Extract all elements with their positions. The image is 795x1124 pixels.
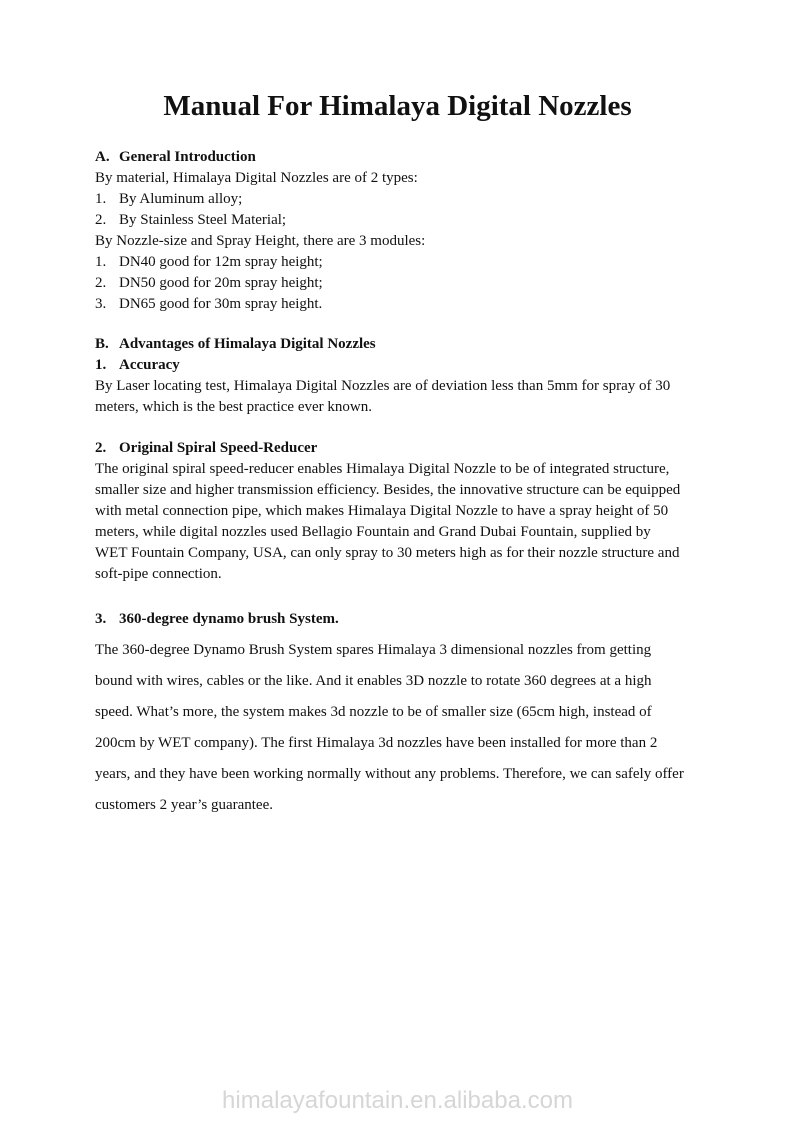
paragraph-line: bound with wires, cables or the like. And it enables 3D nozzle to rotate 360 degrees at a high <box>95 673 652 689</box>
section-general-introduction <box>95 147 735 315</box>
section-a-heading: A. General Introduction <box>95 149 256 165</box>
paragraph-line: meters, which is the best practice ever known. <box>95 399 372 415</box>
paragraph-line: soft-pipe connection. <box>95 566 222 582</box>
watermark: himalayafountain.en.alibaba.com <box>222 1087 573 1114</box>
paragraph-line: The 360-degree Dynamo Brush System spares Himalaya 3 dimensional nozzles from getting <box>95 642 652 658</box>
list-item: 3. DN65 good for 30m spray height. <box>95 296 323 312</box>
paragraph-line: By Laser locating test, Himalaya Digital Nozzles are of deviation less than 5mm for spray of 30 <box>95 378 671 394</box>
section-advantages <box>95 334 735 418</box>
material-intro: By material, Himalaya Digital Nozzles are of 2 types: <box>95 170 418 186</box>
subsection-speed-reducer-heading: 2. Original Spiral Speed-Reducer <box>95 440 318 456</box>
paragraph-line: WET Fountain Company, USA, can only spray to 30 meters high as for their nozzle structure and <box>95 545 680 561</box>
subsection-speed-reducer <box>95 438 735 585</box>
subsection-dynamo-brush-heading: 3. 360-degree dynamo brush System. <box>95 611 339 627</box>
paragraph-line: 200cm by WET company). The first Himalaya 3d nozzles have been installed for more than 2 <box>95 735 658 751</box>
list-item: 1. DN40 good for 12m spray height; <box>95 254 323 270</box>
subsection-dynamo-brush <box>95 604 735 821</box>
paragraph-line: The original spiral speed-reducer enables Himalaya Digital Nozzle to be of integrated structure, <box>95 461 670 477</box>
paragraph-line: meters, while digital nozzles used Bellagio Fountain and Grand Dubai Fountain, supplied by <box>95 524 651 540</box>
paragraph-line: with metal connection pipe, which makes Himalaya Digital Nozzle to have a spray height of 50 <box>95 503 669 519</box>
module-intro: By Nozzle-size and Spray Height, there are 3 modules: <box>95 233 426 249</box>
paragraph-line: years, and they have been working normally without any problems. Therefore, we can safely offer <box>95 766 684 782</box>
paragraph-line: speed. What’s more, the system makes 3d nozzle to be of smaller size (65cm high, instead of <box>95 704 652 720</box>
list-item: 2. By Stainless Steel Material; <box>95 212 287 228</box>
subsection-accuracy-heading: 1. Accuracy <box>95 357 180 373</box>
list-item: 1. By Aluminum alloy; <box>95 191 243 207</box>
paragraph-line: smaller size and higher transmission efficiency. Besides, the innovative structure can be equipped <box>95 482 681 498</box>
list-item: 2. DN50 good for 20m spray height; <box>95 275 323 291</box>
page-title: Manual For Himalaya Digital Nozzles <box>163 90 632 122</box>
paragraph-line: customers 2 year’s guarantee. <box>95 797 273 813</box>
section-b-heading: B. Advantages of Himalaya Digital Nozzles <box>95 336 376 352</box>
